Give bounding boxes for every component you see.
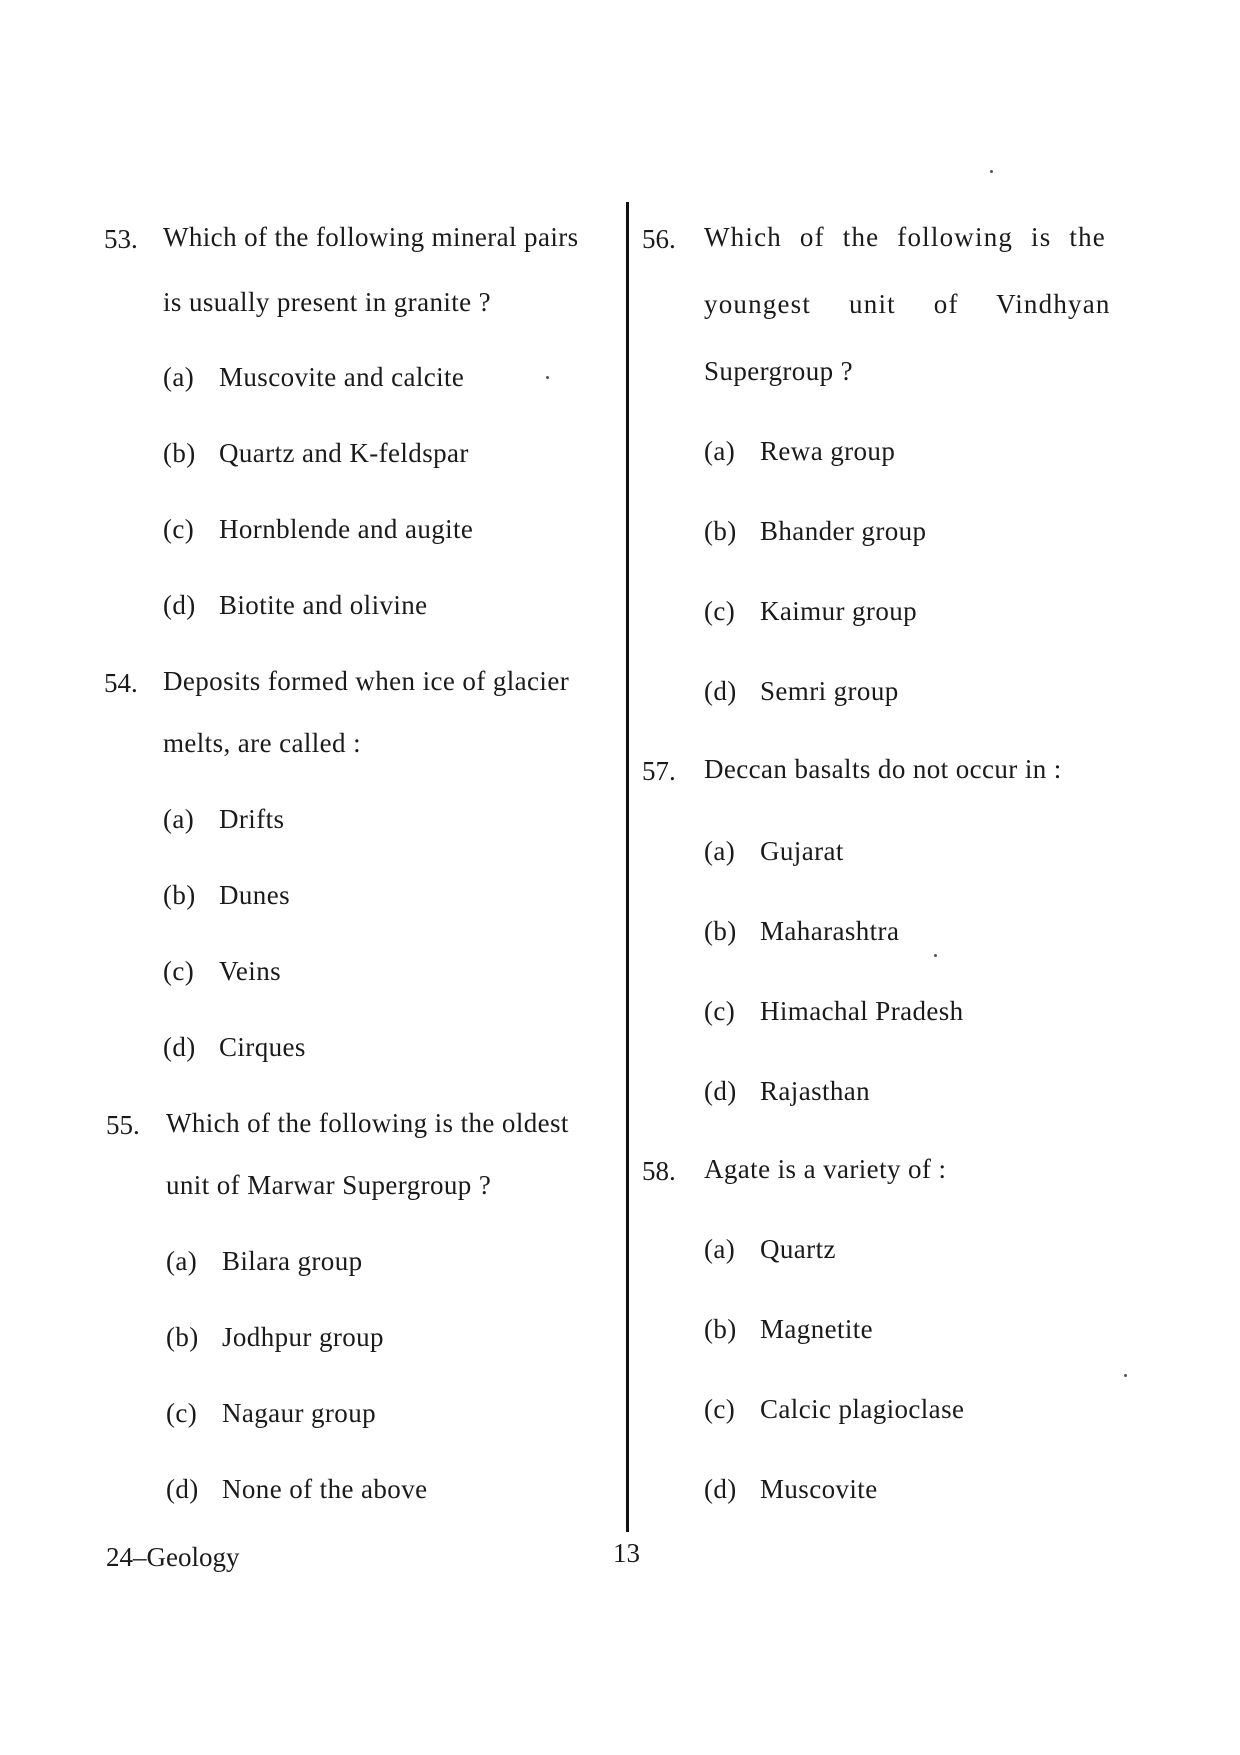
option-label: (c) [704, 596, 736, 626]
question-text-line: unit of Marwar Supergroup ? [166, 1170, 492, 1200]
option-b [166, 1320, 384, 1354]
question-text-line: Which of the following is the [704, 222, 1106, 252]
option-a [163, 360, 464, 394]
option-label: (d) [704, 1076, 737, 1106]
option-label: (c) [704, 1394, 736, 1424]
option-label: (b) [163, 438, 196, 468]
option-label: (a) [163, 362, 195, 392]
option-text: Veins [219, 956, 281, 986]
option-text: Rajasthan [760, 1076, 871, 1106]
option-text: Calcic plagioclase [760, 1394, 965, 1424]
option-a [163, 802, 284, 836]
question-number: 53. [104, 224, 138, 254]
option-d [163, 1030, 306, 1064]
option-label: (a) [163, 804, 195, 834]
option-label: (b) [704, 516, 737, 546]
option-b [163, 436, 469, 470]
right-column [640, 0, 1240, 1755]
question-text-line: youngest unit of Vindhyan [704, 289, 1111, 319]
scan-speck [990, 170, 993, 173]
option-label: (b) [704, 916, 737, 946]
option-label: (a) [704, 836, 736, 866]
question-text-line: Which of the following is the oldest [166, 1108, 569, 1138]
option-text: Maharashtra [760, 916, 900, 946]
option-a [704, 834, 844, 868]
option-text: Biotite and olivine [219, 590, 428, 620]
option-c [704, 994, 964, 1028]
option-c [163, 512, 473, 546]
option-label: (b) [163, 880, 196, 910]
option-text: Semri group [760, 676, 899, 706]
option-b [704, 514, 926, 548]
option-label: (d) [166, 1474, 199, 1504]
option-label: (c) [163, 514, 195, 544]
option-label: (d) [704, 1474, 737, 1504]
option-label: (a) [166, 1246, 198, 1276]
scan-speck [934, 954, 937, 957]
question-text-line: is usually present in granite ? [163, 287, 492, 317]
option-d [704, 1472, 878, 1506]
option-label: (b) [704, 1314, 737, 1344]
option-text: Magnetite [760, 1314, 874, 1344]
column-divider [626, 202, 629, 1532]
option-text: Bilara group [222, 1246, 363, 1276]
question-text-line: Deposits formed when ice of glacier [163, 666, 570, 696]
option-d [166, 1472, 427, 1506]
option-a [704, 1232, 836, 1266]
option-text: Drifts [219, 804, 285, 834]
question-text-line: Agate is a variety of : [704, 1154, 947, 1184]
option-text: Rewa group [760, 436, 896, 466]
option-a [704, 434, 895, 468]
question-text-line: Which of the following mineral pairs [163, 222, 579, 252]
option-b [704, 914, 899, 948]
question-number: 54. [104, 668, 138, 698]
option-label: (c) [163, 956, 195, 986]
option-c [704, 594, 917, 628]
option-label: (b) [166, 1322, 199, 1352]
footer-paper-code: 24–Geology [106, 1542, 240, 1572]
option-text: Muscovite and calcite [219, 362, 465, 392]
option-text: Bhander group [760, 516, 927, 546]
option-label: (a) [704, 1234, 736, 1264]
option-text: Quartz and K-feldspar [219, 438, 469, 468]
option-text: Nagaur group [222, 1398, 376, 1428]
question-number: 57. [642, 756, 676, 786]
question-text-line: Deccan basalts do not occur in : [704, 754, 1062, 784]
option-text: Jodhpur group [222, 1322, 384, 1352]
option-text: Kaimur group [760, 596, 918, 626]
option-label: (d) [704, 676, 737, 706]
question-number: 55. [106, 1110, 140, 1140]
page-number: 13 [613, 1538, 640, 1568]
option-d [704, 1074, 870, 1108]
question-number: 56. [642, 224, 676, 254]
option-label: (a) [704, 436, 736, 466]
option-label: (c) [704, 996, 736, 1026]
question-number: 58. [642, 1156, 676, 1186]
question-text-line: melts, are called : [163, 728, 362, 758]
option-c [163, 954, 281, 988]
scan-speck [546, 376, 549, 379]
option-text: Hornblende and augite [219, 514, 474, 544]
option-b [163, 878, 290, 912]
scan-speck [1124, 1374, 1127, 1377]
option-b [704, 1312, 873, 1346]
option-text: Cirques [219, 1032, 306, 1062]
option-text: Muscovite [760, 1474, 878, 1504]
option-text: Dunes [219, 880, 290, 910]
option-label: (d) [163, 590, 196, 620]
option-label: (c) [166, 1398, 198, 1428]
option-text: Gujarat [760, 836, 844, 866]
option-c [166, 1396, 376, 1430]
option-d [704, 674, 899, 708]
option-text: None of the above [222, 1474, 428, 1504]
option-c [704, 1392, 964, 1426]
option-text: Quartz [760, 1234, 836, 1264]
option-a [166, 1244, 363, 1278]
option-text: Himachal Pradesh [760, 996, 964, 1026]
question-text-line: Supergroup ? [704, 356, 854, 386]
option-label: (d) [163, 1032, 196, 1062]
option-d [163, 588, 428, 622]
